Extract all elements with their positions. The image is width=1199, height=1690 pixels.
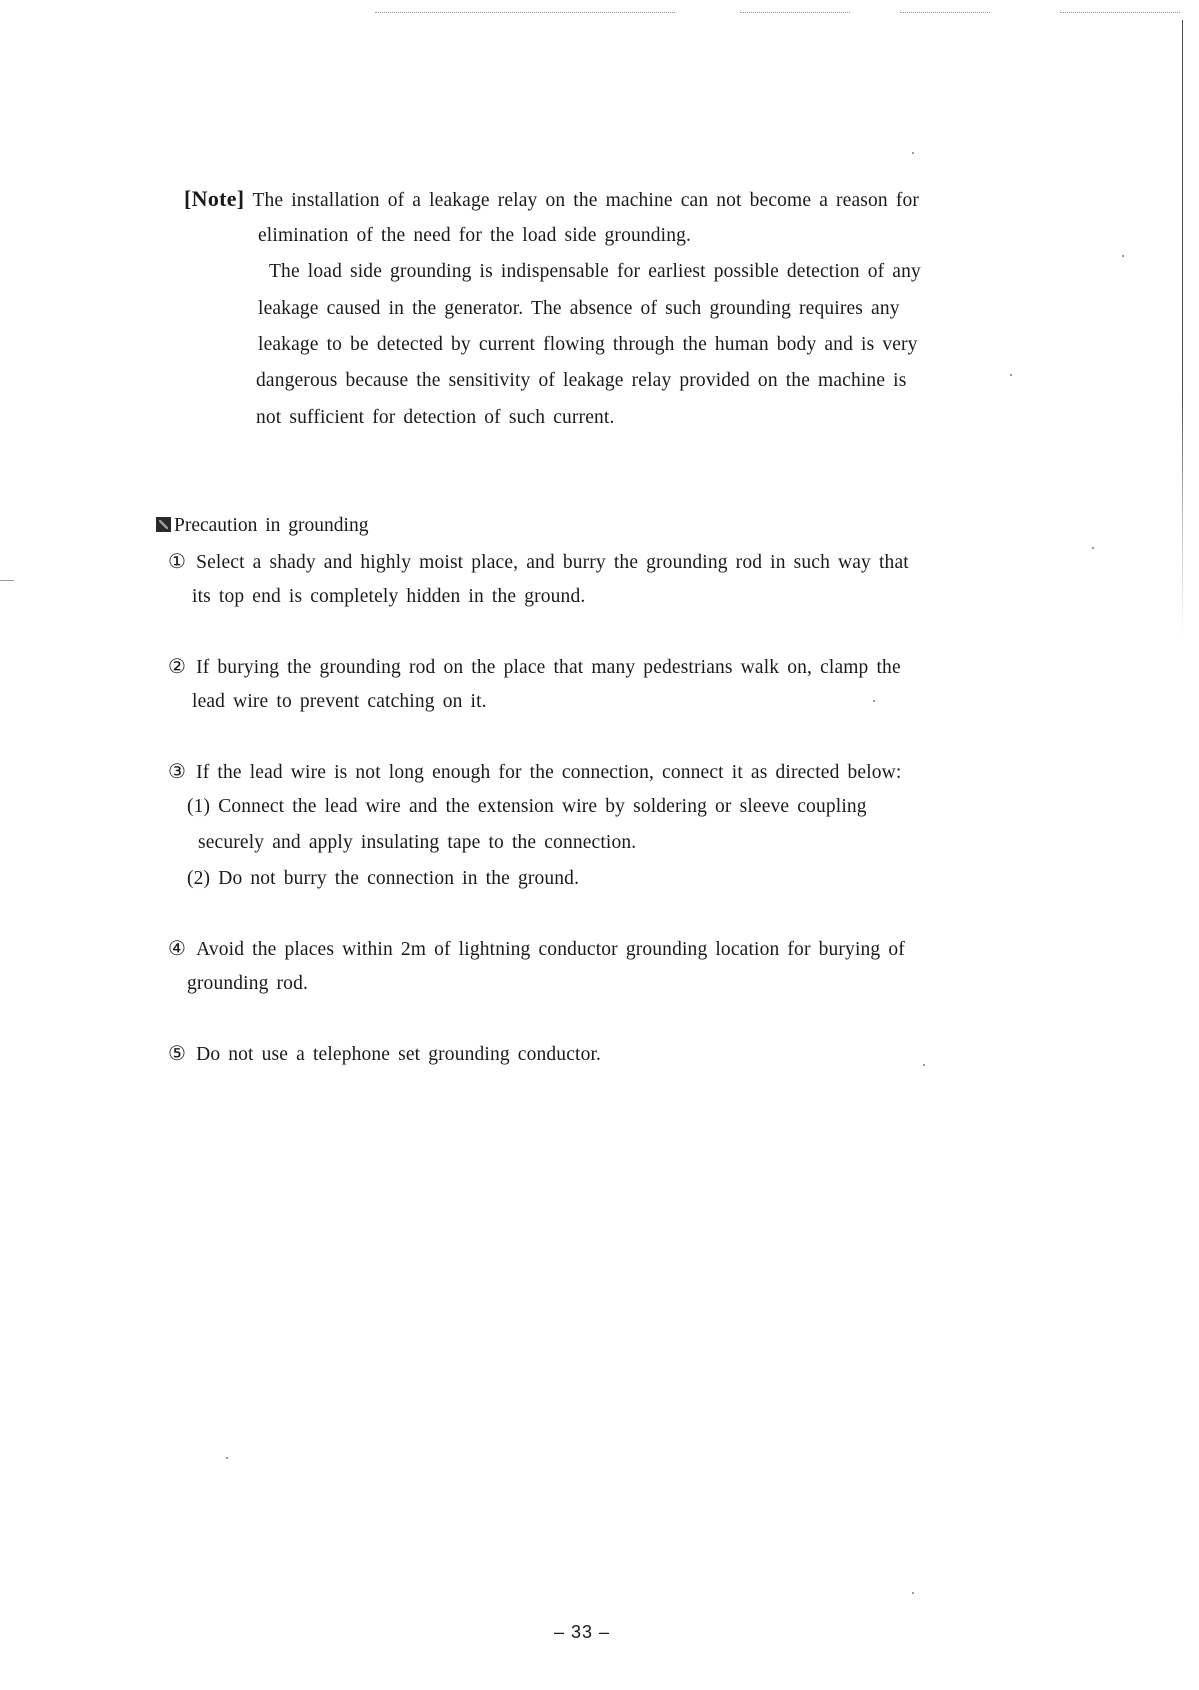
- section-marker-icon: [156, 517, 171, 532]
- precaution-item-2: [168, 653, 901, 681]
- item-2-line-1: If burying the grounding rod on the place that many pedestrians walk on, clamp the: [196, 657, 901, 678]
- scan-speck: [873, 700, 875, 702]
- note-line-1: [184, 186, 919, 214]
- precaution-item-4: [168, 935, 905, 963]
- scan-margin-tick: [0, 580, 14, 581]
- item-1-line-2: its top end is completely hidden in the ground.: [192, 586, 586, 607]
- scan-dotted-artifact: [1060, 12, 1180, 13]
- item-4-line-2: grounding rod.: [187, 973, 309, 994]
- scan-speck: [912, 152, 914, 154]
- scan-speck: [912, 1592, 914, 1594]
- scan-speck: [1122, 255, 1124, 257]
- note-text: The installation of a leakage relay on the machine can not become a reason for: [252, 190, 920, 211]
- item-3-sub-1: (1) Connect the lead wire and the extension wire by soldering or sleeve coupling: [187, 796, 867, 817]
- scan-edge-line: [1182, 20, 1183, 640]
- note-line-6: dangerous because the sensitivity of leakage relay provided on the machine is: [256, 370, 907, 391]
- item-number-3: ③: [168, 759, 187, 783]
- item-number-2: ②: [168, 654, 187, 678]
- item-number-4: ④: [168, 936, 187, 960]
- item-2-line-2: lead wire to prevent catching on it.: [192, 691, 487, 712]
- note-tag: [Note]: [184, 186, 245, 211]
- item-number-1: ①: [168, 549, 187, 573]
- item-number-5: ⑤: [168, 1041, 187, 1065]
- scan-speck: [1010, 374, 1012, 376]
- scan-speck: [923, 1064, 925, 1066]
- note-line-5: leakage to be detected by current flowing through the human body and is very: [258, 334, 918, 355]
- scan-dotted-artifact: [740, 12, 850, 13]
- precaution-item-1: [168, 548, 909, 576]
- precaution-heading-text: Precaution in grounding: [174, 515, 369, 536]
- precaution-heading: [156, 513, 368, 539]
- item-3-sub-2: (2) Do not burry the connection in the ground.: [187, 868, 580, 889]
- precaution-item-5: [168, 1040, 601, 1068]
- scan-speck: [1092, 547, 1094, 549]
- item-3-sub-1-cont: securely and apply insulating tape to the connection.: [198, 832, 637, 853]
- precaution-item-3: [168, 758, 901, 786]
- note-line-2: elimination of the need for the load side grounding.: [258, 225, 692, 246]
- scan-dotted-artifact: [375, 12, 675, 13]
- scan-dotted-artifact: [900, 12, 990, 13]
- note-line-3: The load side grounding is indispensable for earliest possible detection of any: [269, 261, 921, 282]
- page-number: – 33 –: [553, 1622, 611, 1642]
- scan-speck: [226, 1457, 228, 1459]
- item-5-line-1: Do not use a telephone set grounding conductor.: [196, 1044, 602, 1065]
- note-line-7: not sufficient for detection of such current.: [256, 407, 615, 428]
- item-4-line-1: Avoid the places within 2m of lightning conductor grounding location for burying of: [196, 939, 905, 960]
- item-1-line-1: Select a shady and highly moist place, and burry the grounding rod in such way that: [196, 552, 909, 573]
- item-3-line-1: If the lead wire is not long enough for the connection, connect it as directed below:: [196, 762, 902, 783]
- note-line-4: leakage caused in the generator. The absence of such grounding requires any: [258, 298, 900, 319]
